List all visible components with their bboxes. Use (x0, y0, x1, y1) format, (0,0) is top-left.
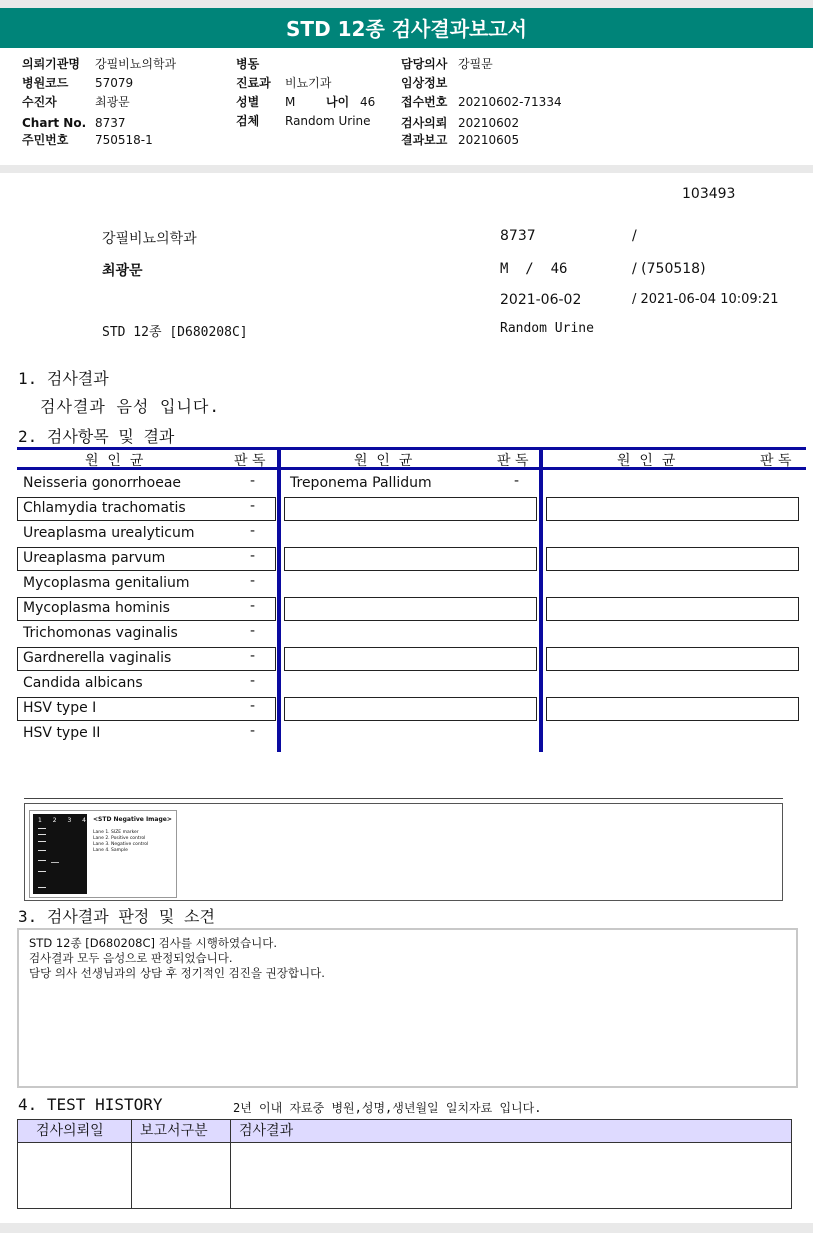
age: 46 (360, 95, 376, 109)
pathogen-name: Trichomonas vaginalis (23, 625, 178, 641)
opinion-line: 담당 의사 선생님과의 상담 후 정기적인 검진을 권장합니다. (29, 966, 325, 980)
history-table (17, 1119, 792, 1209)
pathogen-result: - (250, 498, 256, 514)
result-row-box (546, 597, 799, 621)
section2-heading: 2. 검사항목 및 결과 (18, 427, 175, 446)
opinion-box (17, 928, 798, 1088)
history-col-result: 검사결과 (239, 1123, 294, 1139)
resident-no: 750518-1 (95, 133, 153, 147)
pathogen-result: - (250, 473, 256, 489)
pathogen-name: Ureaplasma urealyticum (23, 525, 195, 541)
pathogen-result: - (250, 523, 256, 539)
pathogen-result: - (250, 573, 256, 589)
col3-result-header: 판 독 (760, 453, 792, 469)
pathogen-result: - (514, 473, 520, 489)
receipt-label: 접수번호 (401, 95, 448, 109)
gel-legend-item: Lane 4. Sample (93, 848, 128, 853)
requested-label: 검사의뢰 (401, 116, 448, 130)
gel-band (51, 862, 59, 863)
age-label: 나이 (326, 95, 350, 109)
pathogen-name: Neisseria gonorrhoeae (23, 475, 182, 491)
pathogen-name: HSV type II (23, 725, 101, 741)
summary-birth: / (750518) (632, 261, 706, 277)
dept: 비뇨기과 (285, 76, 332, 90)
result-row-box (284, 497, 537, 521)
result-row-box (284, 597, 537, 621)
resident-no-label: 주민번호 (22, 133, 69, 147)
section4-heading: 4. TEST HISTORY (18, 1095, 163, 1114)
section1-text: 검사결과 음성 입니다. (40, 397, 221, 416)
pathogen-result: - (250, 723, 256, 739)
footer-bar (0, 1223, 813, 1233)
ward-label: 병동 (236, 57, 260, 71)
pathogen-name: Chlamydia trachomatis (23, 500, 186, 516)
report-title: STD 12종 검사결과보고서 (0, 8, 813, 48)
section3-heading: 3. 검사결과 판정 및 소견 (18, 907, 215, 926)
gel-legend (93, 830, 148, 854)
specimen: Random Urine (285, 114, 371, 128)
pathogen-name: Gardnerella vaginalis (23, 650, 172, 666)
gel-legend-item: Lane 3. Negative control (93, 842, 149, 847)
request-org: 강필비뇨의학과 (95, 57, 177, 71)
summary-chart: 8737 (500, 228, 536, 244)
header-separator (0, 165, 813, 173)
pathogen-name: Mycoplasma hominis (23, 600, 170, 616)
hospital-code: 57079 (95, 76, 134, 90)
col1-result-header: 판 독 (234, 453, 266, 469)
opinion-line: 검사결과 모두 음성으로 판정되었습니다. (29, 951, 233, 965)
result-row-box (546, 497, 799, 521)
pathogen-result: - (250, 548, 256, 564)
summary-patient: 최광문 (102, 263, 143, 279)
col1-pathogen-header: 원 인 균 (85, 453, 144, 469)
gel-top-rule (24, 798, 783, 799)
result-row-box (546, 547, 799, 571)
gel-lane-1: 1 (38, 817, 42, 824)
result-row-box (546, 697, 799, 721)
doctor: 강필문 (458, 57, 493, 71)
requested-date: 20210602 (458, 116, 520, 130)
summary-slash: / (632, 228, 637, 244)
reported-date: 20210605 (458, 133, 520, 147)
doctor-label: 담당의사 (401, 57, 448, 71)
result-row-box (284, 547, 537, 571)
pathogen-name: Ureaplasma parvum (23, 550, 166, 566)
gel-image (29, 810, 177, 898)
pathogen-result: - (250, 673, 256, 689)
section1-heading: 1. 검사결과 (18, 369, 109, 388)
gel-legend-item: Lane 2. Positive control (93, 836, 146, 841)
result-row-box (284, 697, 537, 721)
pathogen-name: HSV type I (23, 700, 97, 716)
gel-band (38, 850, 46, 851)
specimen-label: 검체 (236, 114, 260, 128)
gel-lane-3: 3 (67, 817, 72, 824)
patient-label: 수진자 (22, 95, 57, 109)
clinical-label: 임상정보 (401, 76, 448, 90)
summary-date: 2021-06-02 (500, 292, 582, 308)
summary-report-datetime: / 2021-06-04 10:09:21 (632, 292, 779, 307)
gel-photo (33, 814, 87, 894)
report-id: 103493 (682, 186, 736, 202)
chart-no-label: Chart No. (22, 116, 87, 130)
receipt-no: 20210602-71334 (458, 95, 562, 109)
gel-lane-numbers (38, 817, 86, 824)
results-col-divider-2 (539, 448, 543, 752)
result-row-box (284, 647, 537, 671)
gel-band (38, 860, 46, 861)
pathogen-result: - (250, 623, 256, 639)
pathogen-name: Treponema Pallidum (290, 475, 432, 491)
gel-lane-4: 4 (82, 817, 86, 824)
patient-name: 최광문 (95, 95, 130, 109)
gel-band (38, 828, 46, 829)
opinion-line: STD 12종 [D680208C] 검사를 시행하였습니다. (29, 936, 278, 950)
summary-test: STD 12종 [D680208C] (102, 325, 248, 340)
summary-specimen: Random Urine (500, 321, 594, 336)
gel-title: <STD Negative Image> (93, 816, 172, 823)
top-border (0, 0, 813, 8)
gel-band (38, 871, 46, 872)
gel-lane-2: 2 (52, 817, 57, 824)
pathogen-result: - (250, 698, 256, 714)
pathogen-result: - (250, 598, 256, 614)
pathogen-name: Mycoplasma genitalium (23, 575, 190, 591)
results-col-divider-1 (277, 448, 281, 752)
history-note: 2년 이내 자료중 병원,성명,생년월일 일치자료 입니다. (233, 1101, 542, 1115)
sex-label: 성별 (236, 95, 260, 109)
dept-label: 진료과 (236, 76, 271, 90)
request-org-label: 의뢰기관명 (22, 57, 80, 71)
summary-org: 강필비뇨의학과 (102, 231, 197, 247)
col3-pathogen-header: 원 인 균 (617, 453, 676, 469)
pathogen-name: Candida albicans (23, 675, 143, 691)
summary-sex-age: M / 46 (500, 261, 568, 277)
gel-band (38, 841, 46, 842)
history-col-request-date: 검사의뢰일 (36, 1123, 104, 1139)
gel-legend-item: Lane 1. SIZE marker (93, 830, 139, 835)
col2-pathogen-header: 원 인 균 (354, 453, 413, 469)
sex: M (285, 95, 296, 109)
gel-band (38, 834, 46, 835)
result-row-box (546, 647, 799, 671)
chart-no: 8737 (95, 116, 126, 130)
reported-label: 결과보고 (401, 133, 448, 147)
history-col-report-type: 보고서구분 (140, 1123, 208, 1139)
gel-image-frame (24, 803, 783, 901)
col2-result-header: 판 독 (497, 453, 529, 469)
pathogen-result: - (250, 648, 256, 664)
gel-band (38, 887, 46, 888)
hospital-code-label: 병원코드 (22, 76, 69, 90)
